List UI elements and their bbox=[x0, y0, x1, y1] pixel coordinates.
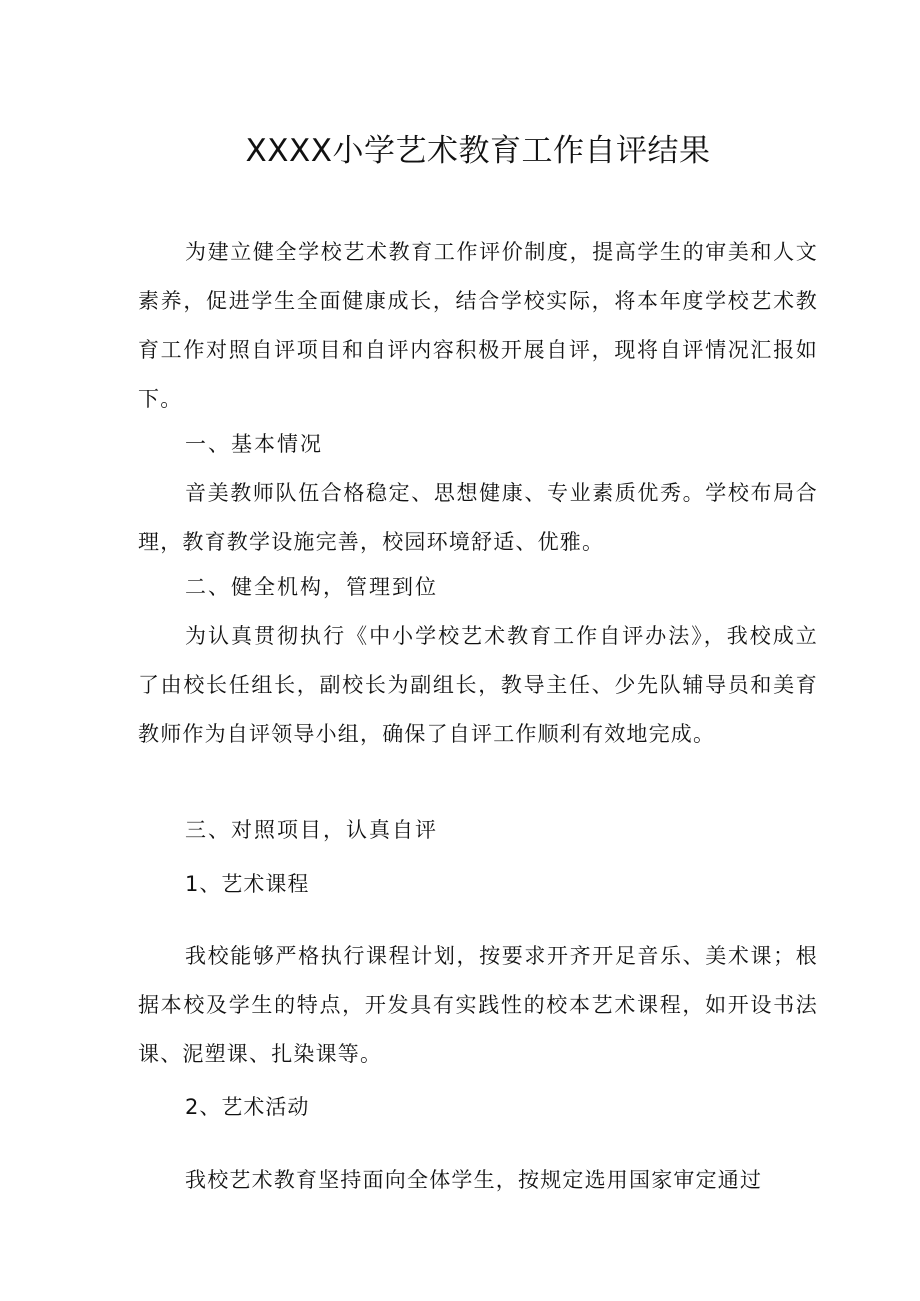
section-1-paragraph: 音美教师队伍合格稳定、思想健康、专业素质优秀。学校布局合理，教育教学设施完善，校园环境舒适、优雅。 bbox=[138, 481, 818, 554]
intro-paragraph: 为建立健全学校艺术教育工作评价制度，提高学生的审美和人文素养，促进学生全面健康成长，结合学校实际，将本年度学校艺术教育工作对照自评项目和自评内容积极开展自评，现将自评情况汇报如下。 bbox=[138, 240, 818, 411]
section-3-heading: 三、对照项目，认真自评 bbox=[185, 818, 438, 842]
item-2-paragraph: 我校艺术教育坚持面向全体学生，按规定选用国家审定通过 bbox=[185, 1168, 763, 1192]
item-1-heading: 1、艺术课程 bbox=[185, 872, 310, 896]
section-1-heading: 一、基本情况 bbox=[185, 432, 323, 456]
document-title: XXXX小学艺术教育工作自评结果 bbox=[245, 133, 711, 169]
section-2-paragraph: 为认真贯彻执行《中小学校艺术教育工作自评办法》，我校成立了由校长任组长，副校长为副组长，教导主任、少先队辅导员和美育教师作为自评领导小组，确保了自评工作顺利有效地完成。 bbox=[138, 624, 818, 746]
item-2-heading: 2、艺术活动 bbox=[185, 1095, 310, 1119]
section-2-heading: 二、健全机构，管理到位 bbox=[185, 575, 438, 599]
item-1-paragraph: 我校能够严格执行课程计划，按要求开齐开足音乐、美术课；根据本校及学生的特点，开发具有实践性的校本艺术课程，如开设书法课、泥塑课、扎染课等。 bbox=[138, 944, 818, 1066]
